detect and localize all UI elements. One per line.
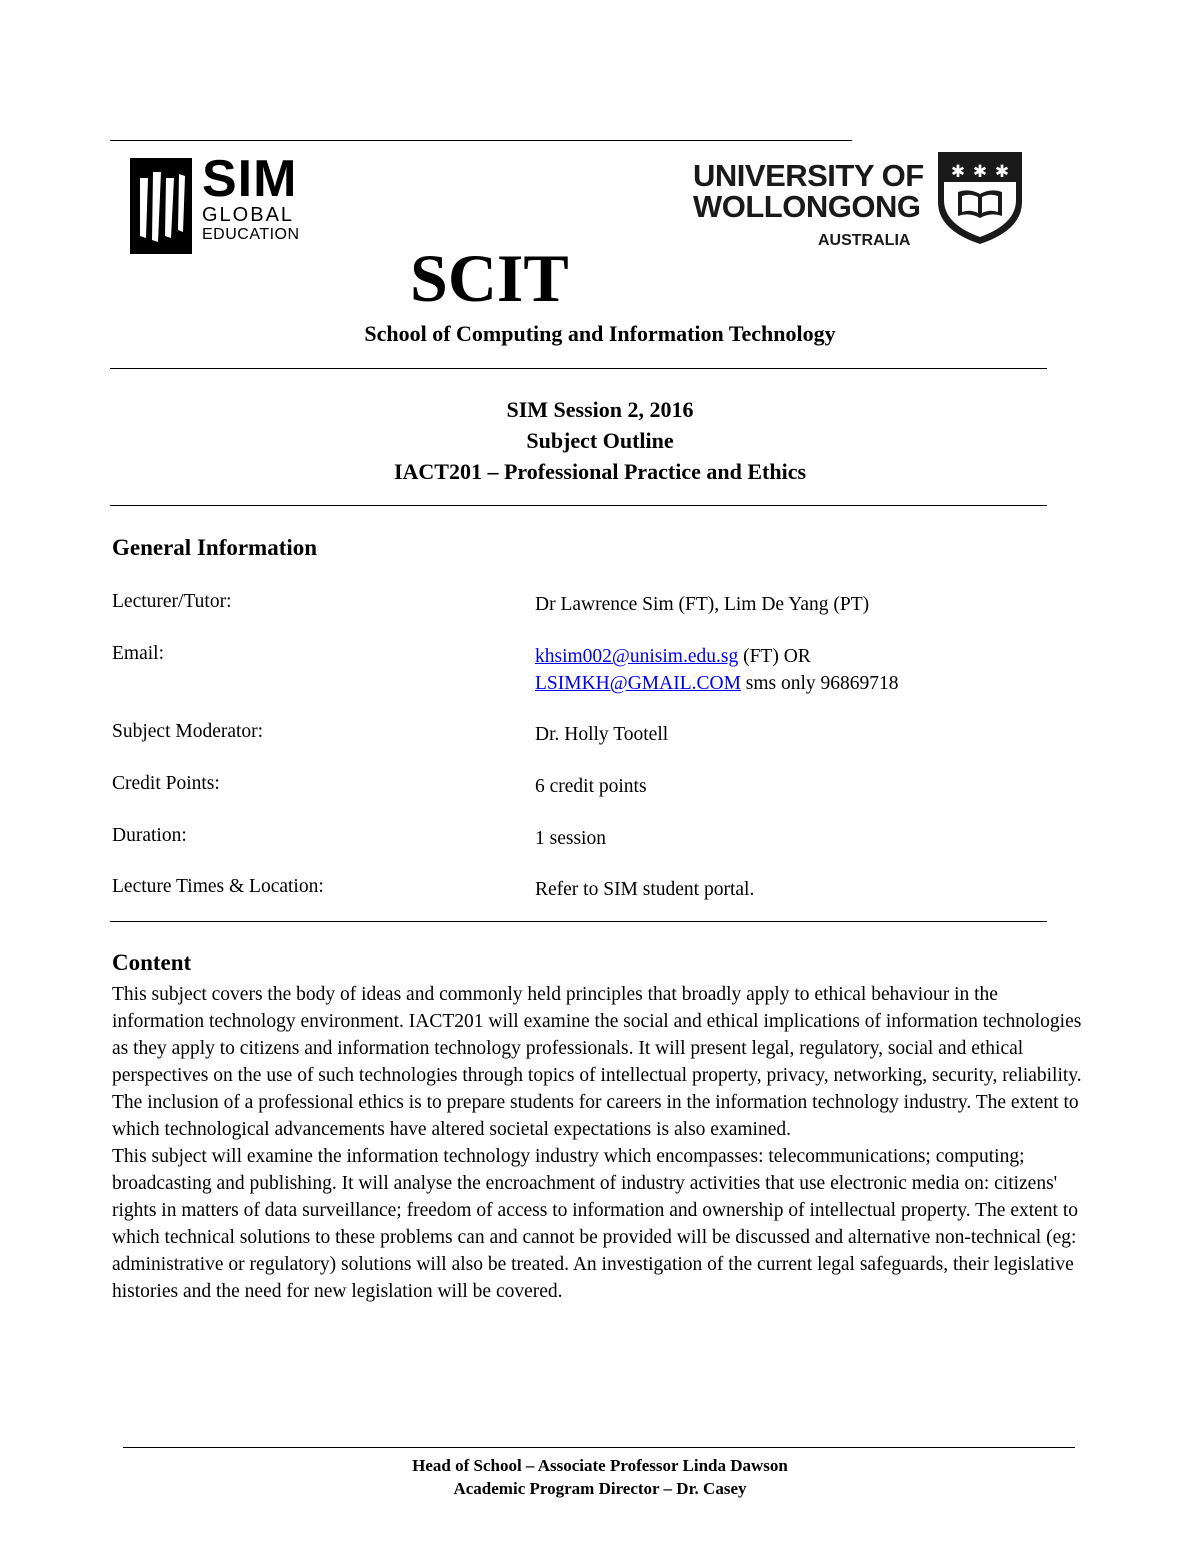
- sim-logo: [130, 150, 310, 254]
- svg-text:✱: ✱: [972, 162, 988, 182]
- rule-after-general-info: [110, 921, 1047, 922]
- footer-program-director: Academic Program Director – Dr. Casey: [453, 1479, 747, 1498]
- uow-logo-line2: WOLLONGONG: [693, 189, 921, 224]
- value-lecturer: Dr Lawrence Sim (FT), Lim De Yang (PT): [535, 594, 870, 615]
- value-duration: 1 session: [535, 828, 606, 849]
- uow-logo-line1: UNIVERSITY OF: [693, 158, 924, 193]
- general-info-heading: General Information: [112, 535, 318, 560]
- value-moderator: Dr. Holly Tootell: [535, 724, 669, 745]
- content-paragraph-2: This subject will examine the information technology industry which encompasses: telecommunications; computing; broadcasting and publishing. It will analyse the encroachment of industry activities that use electronic media on: citizens' rights in matters of data surveillance; freedom of access to information and ownership of intellectual property. The extent to which technical solutions to these problems can and cannot be provided will be discussed and alternative non-technical (eg: administrative or regulatory) solutions will also be treated. An investigation of the current legal safeguards, their legislative histories and the need for new legislation will be covered.: [112, 1146, 1079, 1302]
- label-lecturer: Lecturer/Tutor:: [112, 591, 232, 612]
- rule-after-title: [110, 505, 1047, 506]
- label-email: Email:: [112, 643, 164, 664]
- content-heading: Content: [112, 950, 192, 975]
- value-lecture-times: Refer to SIM student portal.: [535, 879, 755, 900]
- uow-logo-text: [693, 160, 924, 222]
- session-title: SIM Session 2, 2016: [506, 397, 694, 422]
- svg-text:✱: ✱: [994, 162, 1010, 182]
- label-lecture-times: Lecture Times & Location:: [112, 876, 324, 897]
- content-body: [112, 981, 1092, 1305]
- shield-crest-icon: [936, 150, 1024, 246]
- school-name: School of Computing and Information Technology: [364, 321, 836, 346]
- sim-logo-line2: EDUCATION: [202, 226, 300, 243]
- uow-logo-line3: AUSTRALIA: [818, 232, 911, 249]
- email-link-secondary[interactable]: LSIMKH@GMAIL.COM: [535, 673, 741, 694]
- sim-logo-line1: GLOBAL: [202, 204, 295, 226]
- email-link-primary[interactable]: khsim002@unisim.edu.sg: [535, 646, 739, 667]
- top-rule: [110, 140, 852, 141]
- label-duration: Duration:: [112, 825, 187, 846]
- email-primary-suffix: (FT) OR: [738, 646, 811, 667]
- value-email: [535, 643, 899, 697]
- sim-logo-name: SIM: [202, 150, 298, 208]
- email-secondary-suffix: sms only 96869718: [740, 673, 899, 694]
- label-credit-points: Credit Points:: [112, 773, 220, 794]
- school-acronym: SCIT: [410, 240, 569, 316]
- document-type: Subject Outline: [526, 428, 674, 453]
- content-paragraph-1: This subject covers the body of ideas and commonly held principles that broadly apply to ethical behaviour in the information technology environment. IACT201 will examine the social and ethical implications of information technologies as they apply to citizens and information technology professionals. It will present legal, regulatory, social and ethical perspectives on the use of such technologies through topics of intellectual property, privacy, networking, security, reliability. The inclusion of a professional ethics is to prepare students for careers in the information technology industry. The extent to which technological advancements have altered societal expectations is also examined.: [112, 984, 1082, 1140]
- label-moderator: Subject Moderator:: [112, 721, 264, 742]
- footer: [0, 1454, 1200, 1500]
- title-block: [0, 394, 1200, 487]
- footer-rule: [123, 1447, 1075, 1448]
- footer-head-of-school: Head of School – Associate Professor Linda Dawson: [412, 1456, 788, 1475]
- rule-after-school: [110, 368, 1047, 369]
- svg-text:✱: ✱: [950, 162, 966, 182]
- sim-mark-icon: [130, 158, 192, 254]
- value-credit-points: 6 credit points: [535, 776, 647, 797]
- subject-title: IACT201 – Professional Practice and Ethics: [393, 459, 807, 484]
